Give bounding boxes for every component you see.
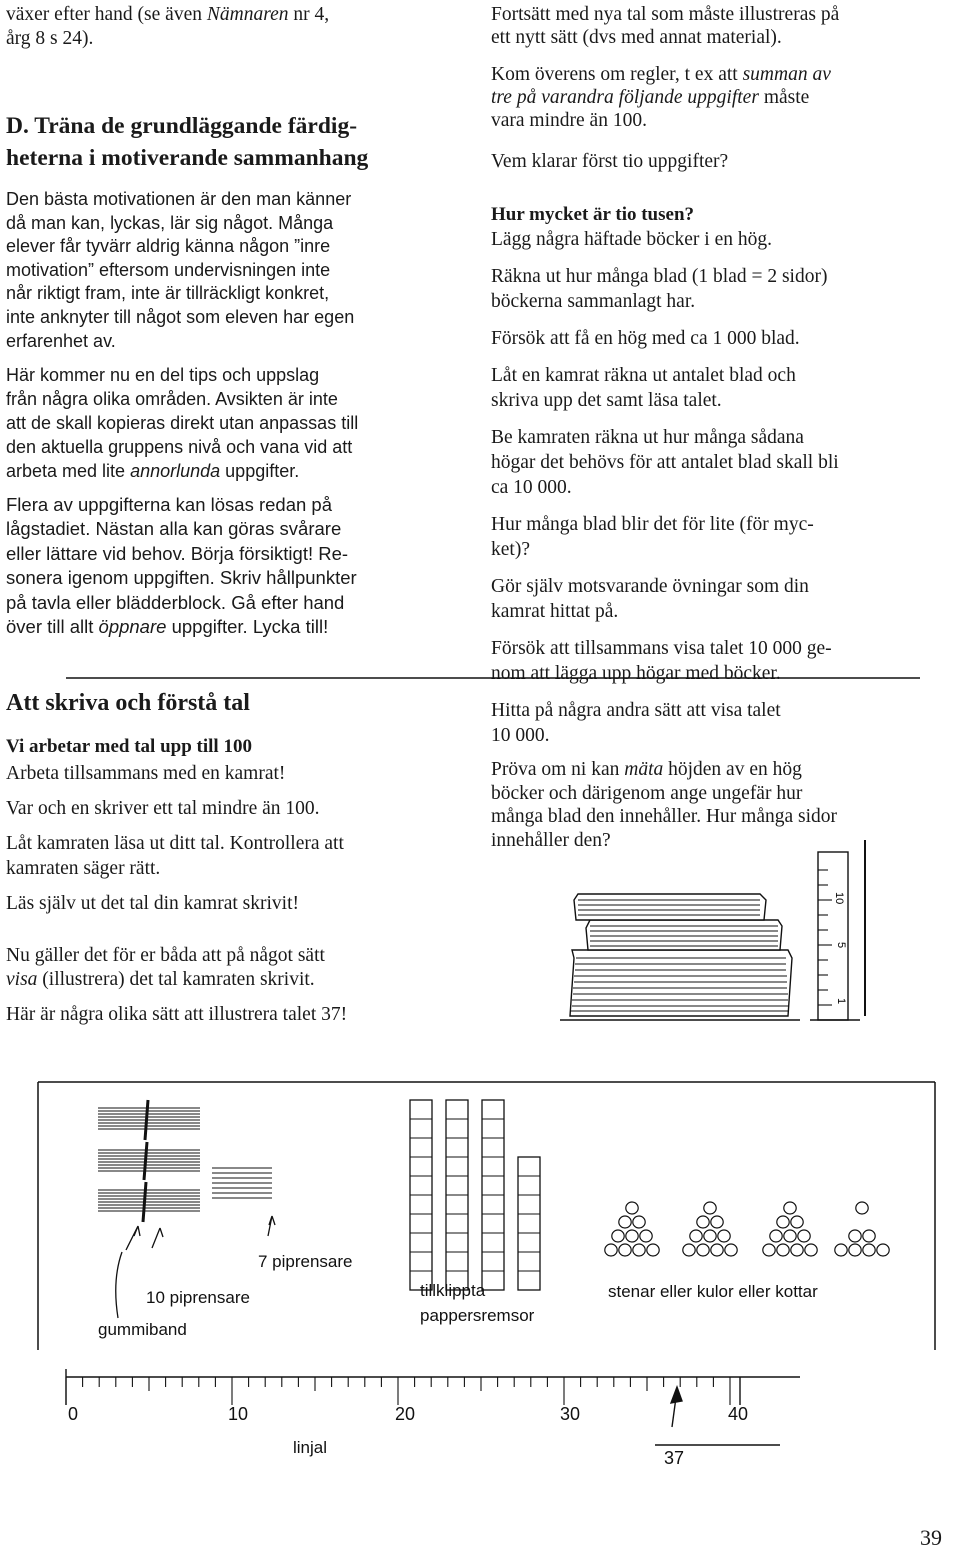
stone — [718, 1230, 730, 1242]
right-paragraph-1: Fortsätt med nya tal som måste illustreras på ett nytt sätt (dvs med annat material). — [491, 4, 840, 48]
paper-strips — [410, 1100, 540, 1290]
d-line-1: då man kan, lyckas, lär sig något. Många — [6, 212, 334, 233]
stone — [619, 1244, 631, 1256]
d3-line-2: eller lättare vid behov. Börja försiktigt! Re- — [6, 542, 349, 564]
write-line-4: Läs själv ut det tal din kamrat skrivit! — [6, 893, 299, 914]
ruler-mark-10: 10 — [833, 892, 845, 905]
ruler-tick-0: 0 — [68, 1404, 79, 1424]
stone — [763, 1244, 775, 1256]
q5: Be kamraten räkna ut hur många sådana högar det behövs för att antalet blad skall bli ca 10 000. — [491, 427, 839, 498]
intro-line-1: växer efter hand (se även Nämnaren nr 4, — [6, 4, 330, 25]
stone — [697, 1244, 709, 1256]
ruler-value-37: 37 — [664, 1448, 685, 1468]
q7: Gör själv motsvarande övningar som din kamrat hittat på. — [491, 576, 809, 622]
section-write-subtitle: Vi arbetar med tal upp till 100 — [6, 736, 252, 757]
write-line-1: Arbeta tillsammans med en kamrat! — [6, 763, 286, 784]
section-d-title: D. Träna de grundläggande färdig- heterna i motiverande sammanhang — [6, 113, 369, 171]
d2-line-3: den aktuella gruppens nivå och vana vid att — [6, 437, 353, 457]
stone — [633, 1216, 645, 1228]
q9: Hitta på några andra sätt att visa talet 10 000. — [491, 700, 781, 746]
d3-line-1: lågstadiet. Nästan alla kan göras svårare — [6, 518, 342, 540]
label-gummiband: gummiband — [98, 1320, 187, 1339]
ruler-tick-30: 30 — [560, 1404, 581, 1424]
stone — [863, 1230, 875, 1242]
stone — [791, 1216, 803, 1228]
illustrate-line-3: Här är några olika sätt att illustrera talet 37! — [6, 1004, 348, 1025]
stone — [798, 1230, 810, 1242]
stone — [777, 1244, 789, 1256]
d2-line-2: att de skall kopieras direkt utan anpassas till — [6, 413, 359, 433]
stone — [690, 1230, 702, 1242]
stone — [849, 1230, 861, 1242]
q2: Räkna ut hur många blad (1 blad = 2 sidor) böckerna sammanlagt har. — [491, 266, 828, 312]
d-line-4: når riktigt fram, inte är tillräckligt konkret, — [6, 283, 330, 304]
ruler-label: linjal — [293, 1438, 328, 1457]
stone — [784, 1230, 796, 1242]
write-line-3a: Låt kamraten läsa ut ditt tal. Kontrollera att — [6, 833, 344, 854]
d2-last-line: arbeta med lite annorlunda uppgifter. — [6, 461, 300, 481]
d3-last-line: över till allt öppnare uppgifter. Lycka till! — [6, 616, 329, 638]
stone — [805, 1244, 817, 1256]
ruler-illustration — [60, 1365, 940, 1450]
write-line-2: Var och en skriver ett tal mindre än 100. — [6, 798, 320, 819]
q3: Försök att få en hög med ca 1 000 blad. — [491, 328, 800, 349]
stone — [791, 1244, 803, 1256]
section-d-paragraph-3 — [6, 493, 357, 639]
book-stack-illustration — [560, 840, 870, 1025]
stone — [770, 1230, 782, 1242]
pipe-cleaner-bundle-1 — [98, 1100, 200, 1140]
stone — [835, 1244, 847, 1256]
stone — [619, 1216, 631, 1228]
q1: Lägg några häftade böcker i en hög. — [491, 229, 772, 250]
label-pappersremsor: tillklippta pappersremsor — [420, 1281, 535, 1325]
ruler-mark-1: 1 — [835, 998, 847, 1005]
tio-tusen-heading: Hur mycket är tio tusen? — [491, 204, 695, 225]
stone — [626, 1202, 638, 1214]
stone — [856, 1202, 868, 1214]
d-line-0: Den bästa motivationen är den man känner — [6, 189, 352, 209]
ruler-tick-20: 20 — [395, 1404, 416, 1424]
stone — [612, 1230, 624, 1242]
d-line-5: inte anknyter till något som eleven har egen — [6, 306, 355, 327]
stone — [777, 1216, 789, 1228]
section-write-title: Att skriva och förstå tal — [6, 690, 250, 716]
stone — [605, 1244, 617, 1256]
ruler-tick-10: 10 — [228, 1404, 249, 1424]
d3-line-3: sonera igenom uppgiften. Skriv hållpunkter — [6, 567, 357, 589]
q4: Låt en kamrat räkna ut antalet blad och skriva upp det samt läsa talet. — [491, 365, 796, 411]
pipe-cleaner-bundle-2 — [98, 1142, 200, 1180]
right-paragraph-2: Kom överens om regler, t ex att summan av tre på varandra följande uppgifter måste vara mindre än 100. — [491, 64, 831, 131]
label-7-piprensare: 7 piprensare — [258, 1252, 353, 1271]
stone — [725, 1244, 737, 1256]
intro-line-2: årg 8 s 24). — [6, 28, 94, 49]
q10: Pröva om ni kan mäta höjden av en hög böcker och därigenom ange ungefär hur många blad den innehåller. Hur många sidor innehåller den? — [491, 759, 838, 851]
d2-line-1: från några olika områden. Avsikten är inte — [6, 389, 338, 409]
page-number: 39 — [920, 1525, 942, 1550]
stones — [605, 1202, 889, 1256]
stone — [697, 1216, 709, 1228]
stone — [626, 1230, 638, 1242]
write-line-3b: kamraten säger rätt. — [6, 858, 161, 879]
stone — [704, 1202, 716, 1214]
illustrate-line-2: visa (illustrera) det tal kamraten skrivit. — [6, 969, 315, 990]
stone — [849, 1244, 861, 1256]
stone — [683, 1244, 695, 1256]
stone — [877, 1244, 889, 1256]
stone — [640, 1230, 652, 1242]
d-line-3: motivation” eftersom undervisningen inte — [6, 259, 331, 280]
section-d-paragraph-2 — [6, 363, 358, 483]
ruler-tick-40: 40 — [728, 1404, 749, 1424]
d3-line-4: på tavla eller blädderblock. Gå efter hand — [6, 591, 345, 613]
single-pipe-cleaners — [212, 1168, 272, 1198]
d2-line-0: Här kommer nu en del tips och uppslag — [6, 365, 320, 385]
section-d-paragraph-1 — [6, 188, 354, 353]
d3-line-0: Flera av uppgifterna kan lösas redan på — [6, 494, 333, 515]
q8: Försök att tillsammans visa talet 10 000 ge- nom att lägga upp högar med böcker. — [491, 638, 832, 684]
stone — [784, 1202, 796, 1214]
stone — [711, 1244, 723, 1256]
pipe-cleaner-bundle-3 — [98, 1182, 200, 1222]
stone — [863, 1244, 875, 1256]
stone — [647, 1244, 659, 1256]
d-line-6: erfarenhet av. — [6, 330, 116, 351]
q6: Hur många blad blir det för lite (för myc- ket)? — [491, 514, 814, 560]
illustrate-line-1: Nu gäller det för er båda att på något sätt — [6, 945, 325, 966]
label-10-piprensare: 10 piprensare — [146, 1288, 250, 1307]
stone — [704, 1230, 716, 1242]
label-stenar: stenar eller kulor eller kottar — [608, 1282, 818, 1301]
right-paragraph-3: Vem klarar först tio uppgifter? — [491, 151, 729, 172]
d-line-2: elever får tyvärr aldrig känna någon ”inre — [6, 236, 331, 257]
stone — [633, 1244, 645, 1256]
stone — [711, 1216, 723, 1228]
ruler-mark-5: 5 — [835, 942, 847, 949]
